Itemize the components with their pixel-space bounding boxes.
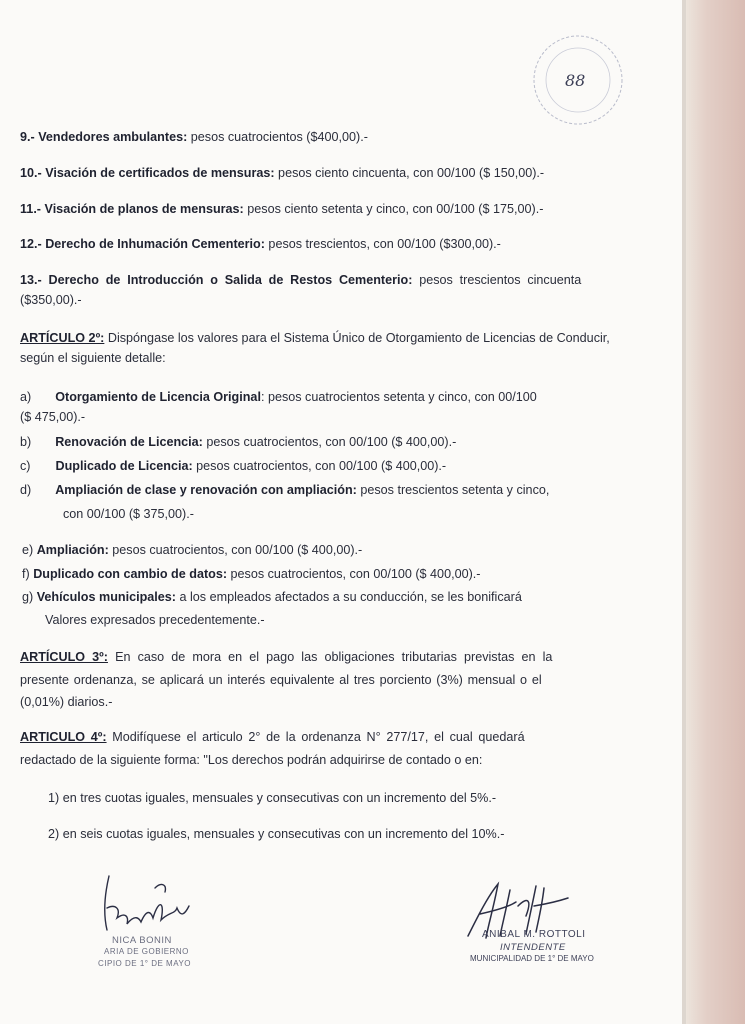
left-stamp-line1: NICA BONIN (112, 935, 172, 946)
article-2-line1: ARTÍCULO 2º: Dispóngase los valores para el Sistema Único de Otorgamiento de Licencias de Conducir, (20, 331, 610, 345)
article-2-item-c: c) Duplicado de Licencia: pesos cuatrocientos, con 00/100 ($ 400,00).- (20, 459, 447, 473)
item-13: 13.- Derecho de Introducción o Salida de Restos Cementerio: pesos trescientos cincuenta (20, 273, 582, 287)
item-9: 9.- Vendedores ambulantes: pesos cuatrocientos ($400,00).- (20, 130, 368, 144)
right-stamp-line2: INTENDENTE (500, 942, 566, 953)
article-4-line1: ARTICULO 4º: Modifíquese el articulo 2° de la ordenanza N° 277/17, el cual quedará (20, 730, 525, 744)
underlying-page-edge (686, 0, 745, 1024)
item-11: 11.- Visación de planos de mensuras: pesos ciento setenta y cinco, con 00/100 ($ 175,00).- (20, 202, 544, 216)
item-13-cont: ($350,00).- (20, 293, 82, 307)
article-3-line2: presente ordenanza, se aplicará un interés equivalente al tres porciento (3%) mensual o el (20, 673, 542, 687)
article-2-item-d: d) Ampliación de clase y renovación con ampliación: pesos trescientos setenta y cinco, (20, 483, 550, 497)
folio-number: 88 (565, 71, 586, 90)
article-2-item-b: b) Renovación de Licencia: pesos cuatrocientos, con 00/100 ($ 400,00).- (20, 435, 457, 449)
article-2-item-a-cont: ($ 475,00).- (20, 410, 86, 424)
article-3-line1: ARTÍCULO 3º: En caso de mora en el pago las obligaciones tributarias previstas en la (20, 650, 553, 664)
right-stamp-line1: ANIBAL M. ROTTOLI (482, 929, 586, 940)
article-2-item-e: e) Ampliación: pesos cuatrocientos, con 00/100 ($ 400,00).- (22, 543, 363, 557)
article-2-item-d-cont: con 00/100 ($ 375,00).- (63, 507, 194, 521)
article-2-item-g-cont: Valores expresados precedentemente.- (45, 613, 265, 627)
left-stamp-line2: ARIA DE GOBIERNO (104, 947, 189, 956)
article-2-item-a: a) Otorgamiento de Licencia Original: pesos cuatrocientos setenta y cinco, con 00/100 (20, 390, 537, 404)
left-stamp-line3: CIPIO DE 1° DE MAYO (98, 959, 192, 968)
item-10: 10.- Visación de certificados de mensuras: pesos ciento cincuenta, con 00/100 ($ 150,00).- (20, 166, 545, 180)
item-12: 12.- Derecho de Inhumación Cementerio: pesos trescientos, con 00/100 ($300,00).- (20, 237, 501, 251)
article-2-item-f: f) Duplicado con cambio de datos: pesos cuatrocientos, con 00/100 ($ 400,00).- (22, 567, 481, 581)
article-3-line3: (0,01%) diarios.- (20, 695, 113, 709)
left-handwritten-signature (95, 868, 205, 938)
article-4-option-2: 2) en seis cuotas iguales, mensuales y consecutivas con un incremento del 10%.- (48, 827, 505, 841)
article-2-item-g: g) Vehículos municipales: a los empleados afectados a su conducción, se les bonificará (22, 590, 522, 604)
right-stamp-line3: MUNICIPALIDAD DE 1° DE MAYO (470, 954, 594, 963)
article-4-line2: redactado de la siguiente forma: "Los derechos podrán adquirirse de contado o en: (20, 753, 483, 767)
article-4-option-1: 1) en tres cuotas iguales, mensuales y consecutivas con un incremento del 5%.- (48, 791, 497, 805)
article-2-line2: según el siguiente detalle: (20, 351, 166, 365)
